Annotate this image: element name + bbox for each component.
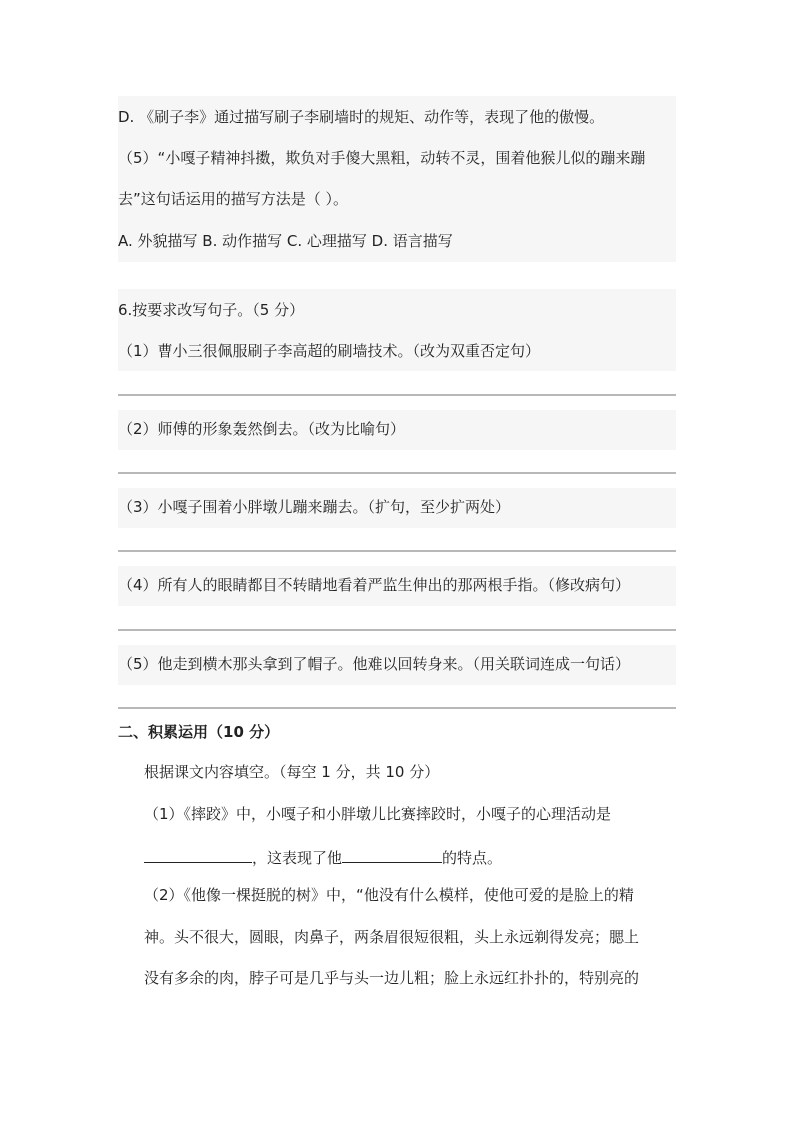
fill-q1-end: 的特点。 <box>442 849 503 867</box>
q6-item-3: （3）小嘎子围着小胖墩儿蹦来蹦去。（扩句，至少扩两处） <box>118 498 511 516</box>
q5-options: A. 外貌描写 B. 动作描写 C. 心理描写 D. 语言描写 <box>118 232 453 250</box>
fill-q2-line3: 没有多余的肉，脖子可是几乎与头一边儿粗；脸上永远红扑扑的，特别亮的 <box>144 969 640 987</box>
option-d: D. 《刷子李》通过描写刷子李刷墙时的规矩、动作等，表现了他的傲慢。 <box>118 108 605 126</box>
fill-q1-line1: （1）《摔跤》中，小嘎子和小胖墩儿比赛摔跤时，小嘎子的心理活动是 <box>144 805 612 823</box>
fill-q1-line2 <box>144 846 502 868</box>
section2-instruction: 根据课文内容填空。（每空 1 分，共 10 分） <box>144 763 440 781</box>
fill-q2-line2: 神。头不很大，圆眼，肉鼻子，两条眉很短很粗，头上永远剃得发亮；腮上 <box>144 928 640 946</box>
fill-q1-mid: ，这表现了他 <box>252 849 343 867</box>
answer-line-5[interactable] <box>118 707 676 709</box>
fill-blank-1[interactable] <box>144 846 252 863</box>
fill-q2-line1: （2）《他像一棵挺脱的树》中，“他没有什么模样，使他可爱的是脸上的精 <box>144 886 634 904</box>
answer-line-2[interactable] <box>118 472 676 474</box>
answer-line-4[interactable] <box>118 629 676 631</box>
q6-item-2: （2）师傅的形象轰然倒去。（改为比喻句） <box>118 420 406 438</box>
q6-item-1: （1）曹小三很佩服刷子李高超的刷墙技术。（改为双重否定句） <box>118 342 541 360</box>
q6-item-4: （4）所有人的眼睛都目不转睛地看着严监生伸出的那两根手指。（修改病句） <box>118 576 631 594</box>
q5-stem-line2: 去”这句话运用的描写方法是（ ）。 <box>118 190 349 208</box>
answer-line-3[interactable] <box>118 550 676 552</box>
section2-heading: 二、积累运用（10 分） <box>118 723 280 741</box>
q6-item-5: （5）他走到横木那头拿到了帽子。他难以回转身来。（用关联词连成一句话） <box>118 655 631 673</box>
q5-stem-line1: （5）“小嘎子精神抖擞，欺负对手傻大黑粗，动转不灵，围着他猴儿似的蹦来蹦 <box>118 149 646 167</box>
fill-blank-2[interactable] <box>342 846 442 863</box>
answer-line-1[interactable] <box>118 394 676 396</box>
q6-title: 6.按要求改写句子。（5 分） <box>118 301 305 319</box>
